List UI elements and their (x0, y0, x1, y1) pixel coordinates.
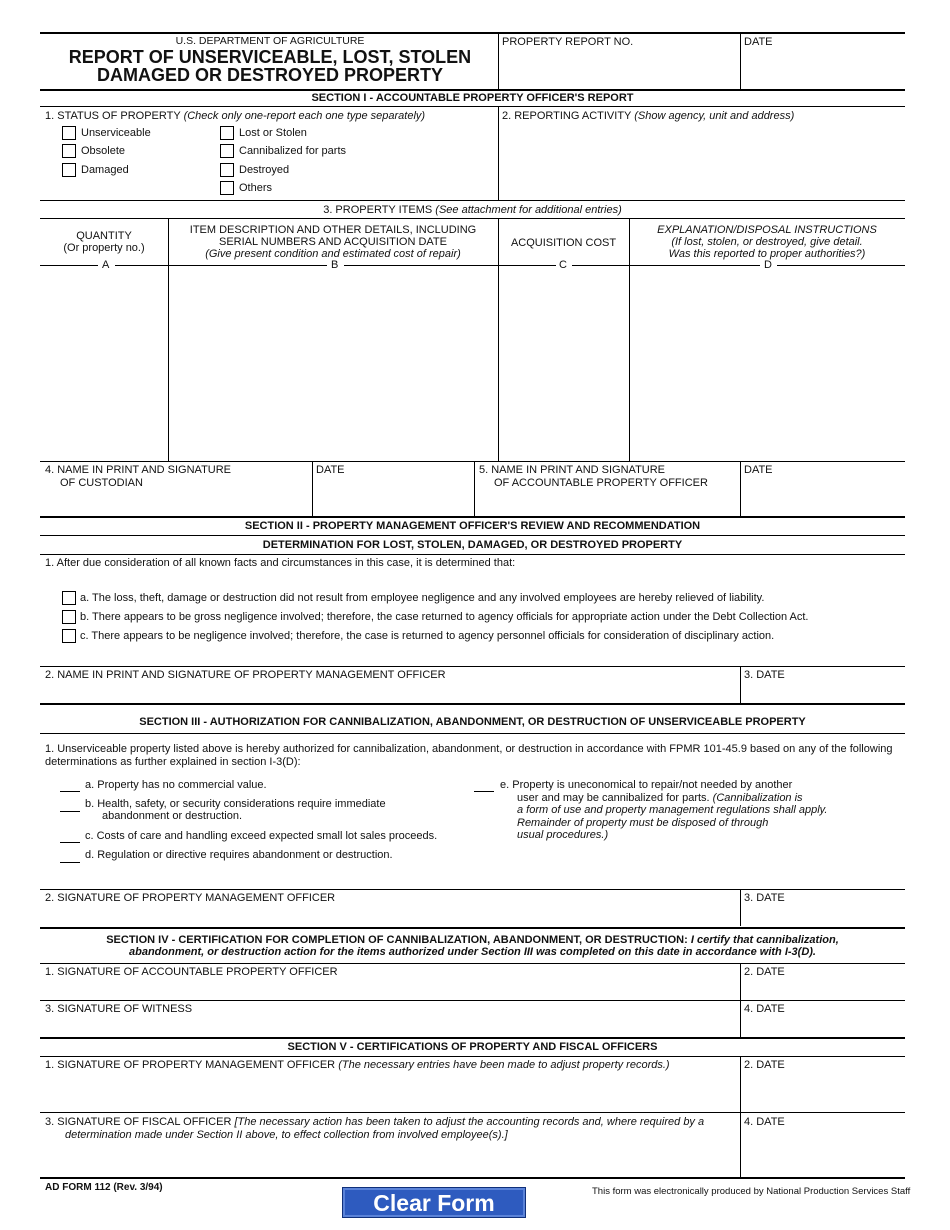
reporting-activity-label: 2. REPORTING ACTIVITY (Show agency, unit and address) (502, 110, 795, 122)
col-c-letter: C (559, 259, 567, 271)
explanation-field[interactable] (631, 268, 905, 460)
col-a-letter: A (102, 259, 110, 271)
property-report-no-label: PROPERTY REPORT NO. (502, 36, 634, 48)
section3-intro-line2: determinations as further explained in section I-3(D): (45, 756, 301, 768)
checkbox-unserviceable[interactable] (62, 126, 76, 140)
custodian-date-label: DATE (316, 464, 345, 476)
section2-pmo-label: 2. NAME IN PRINT AND SIGNATURE OF PROPERTY MANAGEMENT OFFICER (45, 669, 446, 681)
section5-date4-field[interactable] (742, 1130, 905, 1176)
col-c-header: ACQUISITION COST (510, 237, 617, 249)
section4-title: SECTION IV - CERTIFICATION FOR COMPLETION OF CANNIBALIZATION, ABANDONMENT, OR DESTRUCTION: I certify that cannibalization, abandonment, or destruction action for the items authorized under Section III was completed on this date in accordance with I-3(D). (106, 934, 839, 958)
section5-pmo-signature-field[interactable] (41, 1073, 739, 1111)
section3-title: SECTION III - AUTHORIZATION FOR CANNIBALIZATION, ABANDONMENT, OR DESTRUCTION OF UNSERVICEABLE PROPERTY (139, 716, 806, 728)
section3-date-field[interactable] (742, 906, 905, 925)
form-title-line1: REPORT OF UNSERVICEABLE, LOST, STOLEN (68, 47, 472, 67)
checkbox-destroyed[interactable] (220, 163, 234, 177)
section1-title: SECTION I - ACCOUNTABLE PROPERTY OFFICER'S REPORT (311, 92, 634, 104)
section5-fiscal-label: 3. SIGNATURE OF FISCAL OFFICER [The necessary action has been taken to adjust the accounting records and, where required by a determination made under Section II above, to effect collection from involved employee(s).] (45, 1116, 705, 1141)
section2-subtitle: DETERMINATION FOR LOST, STOLEN, DAMAGED, OR DESTROYED PROPERTY (262, 539, 683, 551)
determination-a-text: a. The loss, theft, damage or destruction did not result from employee negligence and any involved employees are hereby relieved of liability. (80, 592, 765, 604)
form-title-line2: DAMAGED OR DESTROYED PROPERTY (96, 65, 444, 85)
section5-date2-field[interactable] (742, 1073, 905, 1111)
section2-intro: 1. After due consideration of all known facts and circumstances in this case, it is determined that: (45, 557, 516, 569)
acquisition-cost-field[interactable] (500, 268, 628, 460)
checkbox-determination-b[interactable] (62, 610, 76, 624)
section5-title: SECTION V - CERTIFICATIONS OF PROPERTY AND FISCAL OFFICERS (287, 1041, 658, 1053)
section3-option-c: c. Costs of care and handling exceed expected small lot sales proceeds. (85, 830, 438, 842)
blank-option-d[interactable] (60, 862, 80, 863)
blank-option-c[interactable] (60, 842, 80, 843)
status-destroyed-label: Destroyed (239, 164, 290, 176)
blank-option-b[interactable] (60, 811, 80, 812)
header-date-field[interactable] (742, 50, 905, 87)
status-cannibalized-label: Cannibalized for parts (239, 145, 347, 157)
section4-date2-label: 2. DATE (744, 966, 785, 978)
section3-date-label: 3. DATE (744, 892, 785, 904)
produced-by-note: This form was electronically produced by National Production Services Staff (592, 1186, 911, 1197)
item-quantity-field[interactable] (41, 268, 167, 460)
section3-option-d: d. Regulation or directive requires abandonment or destruction. (85, 849, 393, 861)
status-others-label: Others (239, 182, 273, 194)
section3-pmo-signature-field[interactable] (41, 906, 739, 925)
apo-date-field[interactable] (742, 478, 905, 515)
section5-date4-label: 4. DATE (744, 1116, 785, 1128)
form-number: AD FORM 112 (Rev. 3/94) (45, 1182, 163, 1193)
section5-pmo-label: 1. SIGNATURE OF PROPERTY MANAGEMENT OFFICER (The necessary entries have been made to adjust property records.) (45, 1059, 670, 1071)
custodian-date-field[interactable] (314, 478, 473, 515)
section3-pmo-signature-label: 2. SIGNATURE OF PROPERTY MANAGEMENT OFFICER (45, 892, 336, 904)
section3-option-e: e. Property is uneconomical to repair/not needed by another user and may be cannibalized for parts. (Cannibalization is a form of use and property management regulations shall apply. Remainder of property must be disposed of through usual procedures.) (500, 779, 828, 841)
custodian-signature-field[interactable] (41, 490, 311, 515)
section3-option-b: b. Health, safety, or security considerations require immediate abandonment or destruction. (85, 798, 386, 822)
col-d-header: EXPLANATION/DISPOSAL INSTRUCTIONS (If lost, stolen, or destroyed, give detail. Was this reported to proper authorities?) (657, 224, 877, 260)
section4-apo-signature-field[interactable] (41, 980, 739, 999)
determination-c-text: c. There appears to be negligence involved; therefore, the case is returned to agency personnel officials for consideration of disciplinary action. (80, 630, 775, 642)
agency-name: U.S. DEPARTMENT OF AGRICULTURE (175, 35, 365, 47)
checkbox-obsolete[interactable] (62, 144, 76, 158)
section5-fiscal-signature-field[interactable] (41, 1144, 739, 1176)
status-unserviceable-label: Unserviceable (81, 127, 151, 139)
checkbox-determination-c[interactable] (62, 629, 76, 643)
col-a-header: QUANTITY (Or property no.) (63, 230, 145, 254)
section4-witness-signature-field[interactable] (41, 1017, 739, 1036)
blank-option-a[interactable] (60, 791, 80, 792)
section5-date2-label: 2. DATE (744, 1059, 785, 1071)
section3-intro-line1: 1. Unserviceable property listed above is hereby authorized for cannibalization, abandonment, or destruction in accordance with FPMR 101-45.9 based on any of the following (45, 743, 893, 755)
status-lost-or-stolen-label: Lost or Stolen (239, 127, 307, 139)
checkbox-damaged[interactable] (62, 163, 76, 177)
determination-b-text: b. There appears to be gross negligence involved; therefore, the case returned to agency officials for appropriate action under the Debt Collection Act. (80, 611, 809, 623)
section2-title: SECTION II - PROPERTY MANAGEMENT OFFICER'S REVIEW AND RECOMMENDATION (244, 520, 701, 532)
section4-date4-label: 4. DATE (744, 1003, 785, 1015)
section2-pmo-signature-field[interactable] (41, 683, 739, 702)
custodian-label: 4. NAME IN PRINT AND SIGNATURE OF CUSTODIAN (45, 464, 232, 489)
apo-label: 5. NAME IN PRINT AND SIGNATURE OF ACCOUNTABLE PROPERTY OFFICER (479, 464, 708, 489)
checkbox-lost-or-stolen[interactable] (220, 126, 234, 140)
section4-witness-label: 3. SIGNATURE OF WITNESS (45, 1003, 193, 1015)
blank-option-e[interactable] (474, 791, 494, 792)
reporting-activity-field[interactable] (500, 124, 905, 198)
section3-option-a: a. Property has no commercial value. (85, 779, 267, 791)
checkbox-cannibalized[interactable] (220, 144, 234, 158)
item-description-field[interactable] (170, 268, 497, 460)
status-damaged-label: Damaged (81, 164, 129, 176)
header-date-label: DATE (744, 36, 773, 48)
section2-date-field[interactable] (742, 683, 905, 702)
section4-date4-field[interactable] (742, 1017, 905, 1036)
section2-date-label: 3. DATE (744, 669, 785, 681)
checkbox-determination-a[interactable] (62, 591, 76, 605)
apo-signature-field[interactable] (476, 490, 739, 515)
property-report-no-field[interactable] (500, 50, 738, 87)
status-of-property-label: 1. STATUS OF PROPERTY (Check only one-report each one type separately) (45, 110, 426, 122)
clear-form-button[interactable]: Clear Form (342, 1187, 526, 1218)
property-items-label: 3. PROPERTY ITEMS (See attachment for additional entries) (323, 204, 622, 216)
section4-date2-field[interactable] (742, 980, 905, 999)
col-b-header: ITEM DESCRIPTION AND OTHER DETAILS, INCLUDING SERIAL NUMBERS AND ACQUISITION DATE (Give present condition and estimated cost of repair) (189, 224, 477, 260)
col-d-letter: D (764, 259, 772, 271)
apo-date-label: DATE (744, 464, 773, 476)
section4-apo-signature-label: 1. SIGNATURE OF ACCOUNTABLE PROPERTY OFFICER (45, 966, 338, 978)
checkbox-others[interactable] (220, 181, 234, 195)
col-b-letter: B (331, 259, 339, 271)
status-obsolete-label: Obsolete (81, 145, 126, 157)
